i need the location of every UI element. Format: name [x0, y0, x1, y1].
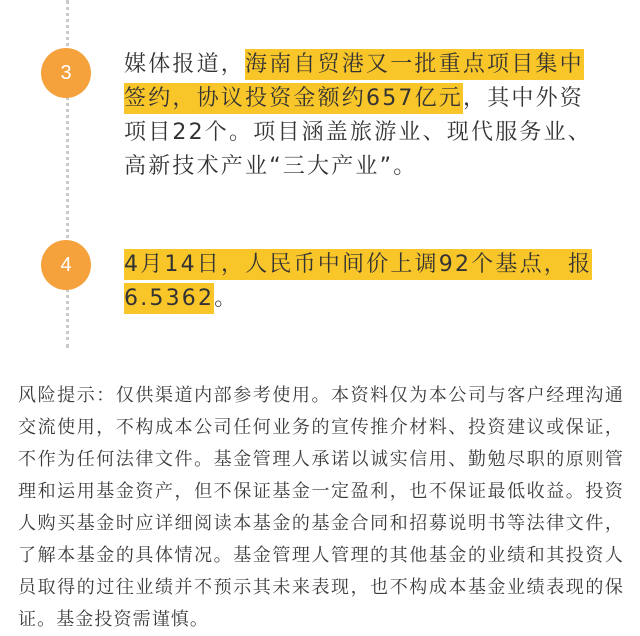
news-item-4-text-after: 。	[214, 286, 239, 311]
risk-notice: 风险提示：仅供渠道内部参考使用。本资料仅为本公司与客户经理沟通交流使用，不构成本公司任何业务的宣传推介材料、投资建议或保证，不作为任何法律文件。基金管理人承诺以诚实信用、勤勉尽职的原则管理和运用基金资产，但不保证基金一定盈利，也不保证最低收益。投资人购买基金时应详细阅读本基金的基金合同和招募说明书等法律文件，了解本基金的具体情况。基金管理人管理的其他基金的业绩和其投资人员取得的过往业绩并不预示其未来表现，也不构成本基金业绩表现的保证。基金投资需谨慎。	[18, 385, 624, 630]
news-item-3-text-after: ，其中外资项目22个。项目涵盖旅游业、现代服务业、高新技术产业“三大产业”。	[124, 86, 592, 179]
news-item-4-highlight: 4月14日，人民币中间价上调92个基点，报6.5362	[124, 249, 592, 314]
news-item-4	[124, 248, 606, 316]
item-number-badge-3: 3	[41, 48, 91, 98]
item-number-badge-4: 4	[41, 240, 91, 290]
news-item-3-highlight: 海南自贸港又一批重点项目集中签约，协议投资金额约657亿元	[124, 49, 584, 114]
news-item-3-text-before: 媒体报道，	[124, 52, 246, 77]
news-item-3	[124, 48, 606, 184]
